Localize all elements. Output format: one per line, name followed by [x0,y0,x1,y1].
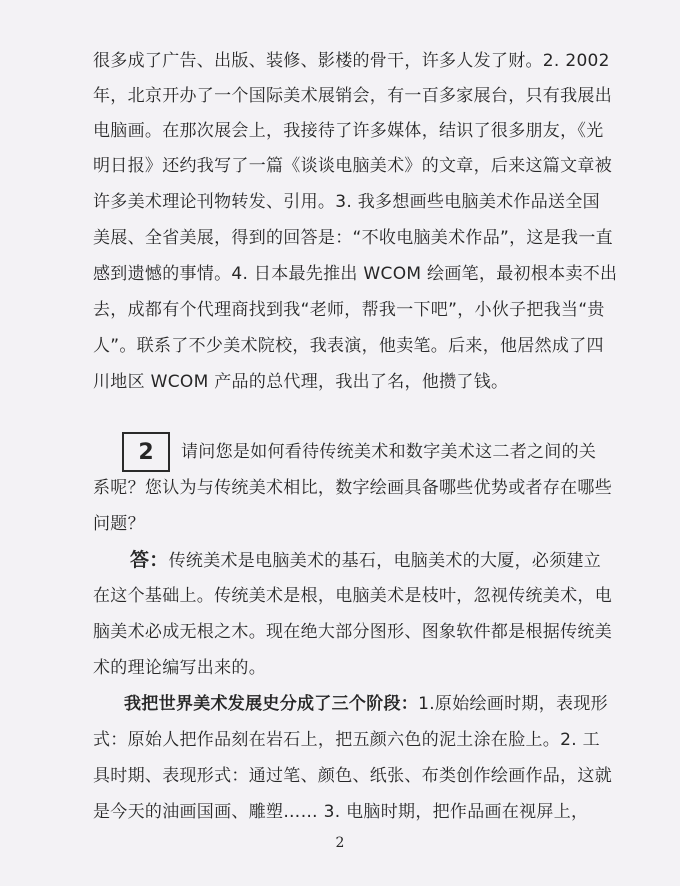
text-line: 感到遗憾的事情。4. 日本最先推出 WCOM 绘画笔，最初根本卖不出 [93,264,618,284]
stages-line: 具时期、表现形式：通过笔、颜色、纸张、布类创作绘画作品，这就 [93,766,612,786]
page-number: 2 [335,835,345,851]
text-line: 美展、全省美展，得到的回答是：“不收电脑美术作品”，这是我一直 [93,228,613,248]
text-line: 明日报》还约我写了一篇《谈谈电脑美术》的文章，后来这篇文章被 [93,156,612,176]
answer-line: 在这个基础上。传统美术是根，电脑美术是枝叶，忽视传统美术，电 [93,586,612,606]
question-number-box: 2 [122,432,170,472]
question-line: 系呢？您认为与传统美术相比，数字绘画具备哪些优势或者存在哪些 [93,478,612,498]
stages-lead: 我把世界美术发展史分成了三个阶段： [124,694,419,714]
answer-first-line [130,548,601,573]
stages-first-line [124,692,608,716]
question-line: 请问您是如何看待传统美术和数字美术这二者之间的关 [181,442,597,462]
text-line: 很多成了广告、出版、装修、影楼的骨干，许多人发了财。2. 2002 [93,51,610,71]
text-line: 人”。联系了不少美术院校，我表演，他卖笔。后来，他居然成了四 [93,336,604,356]
stages-line: 式：原始人把作品刻在岩石上，把五颜六色的泥土涂在脸上。2. 工 [93,730,600,750]
answer-line: 术的理论编写出来的。 [93,658,266,678]
text-line: 去，成都有个代理商找到我“老师，帮我一下吧”，小伙子把我当“贵 [93,300,605,320]
text-line: 年，北京开办了一个国际美术展销会，有一百多家展台，只有我展出 [93,86,612,106]
text-line: 川地区 WCOM 产品的总代理，我出了名，他攒了钱。 [93,372,509,392]
answer-line: 脑美术必成无根之木。现在绝大部分图形、图象软件都是根据传统美 [93,622,612,642]
question-line: 问题？ [93,514,145,534]
stages-line: 是今天的油画国画、雕塑…… 3. 电脑时期，把作品画在视屏上， [93,802,589,822]
text-line: 电脑画。在那次展会上，我接待了许多媒体，结识了很多朋友，《光 [93,121,604,141]
text-line: 许多美术理论刊物转发、引用。3. 我多想画些电脑美术作品送全国 [93,192,600,212]
answer-label: 答： [130,549,169,571]
answer-text: 传统美术是电脑美术的基石，电脑美术的大厦，必须建立 [168,551,602,571]
stages-text: 1.原始绘画时期，表现形 [418,694,608,714]
